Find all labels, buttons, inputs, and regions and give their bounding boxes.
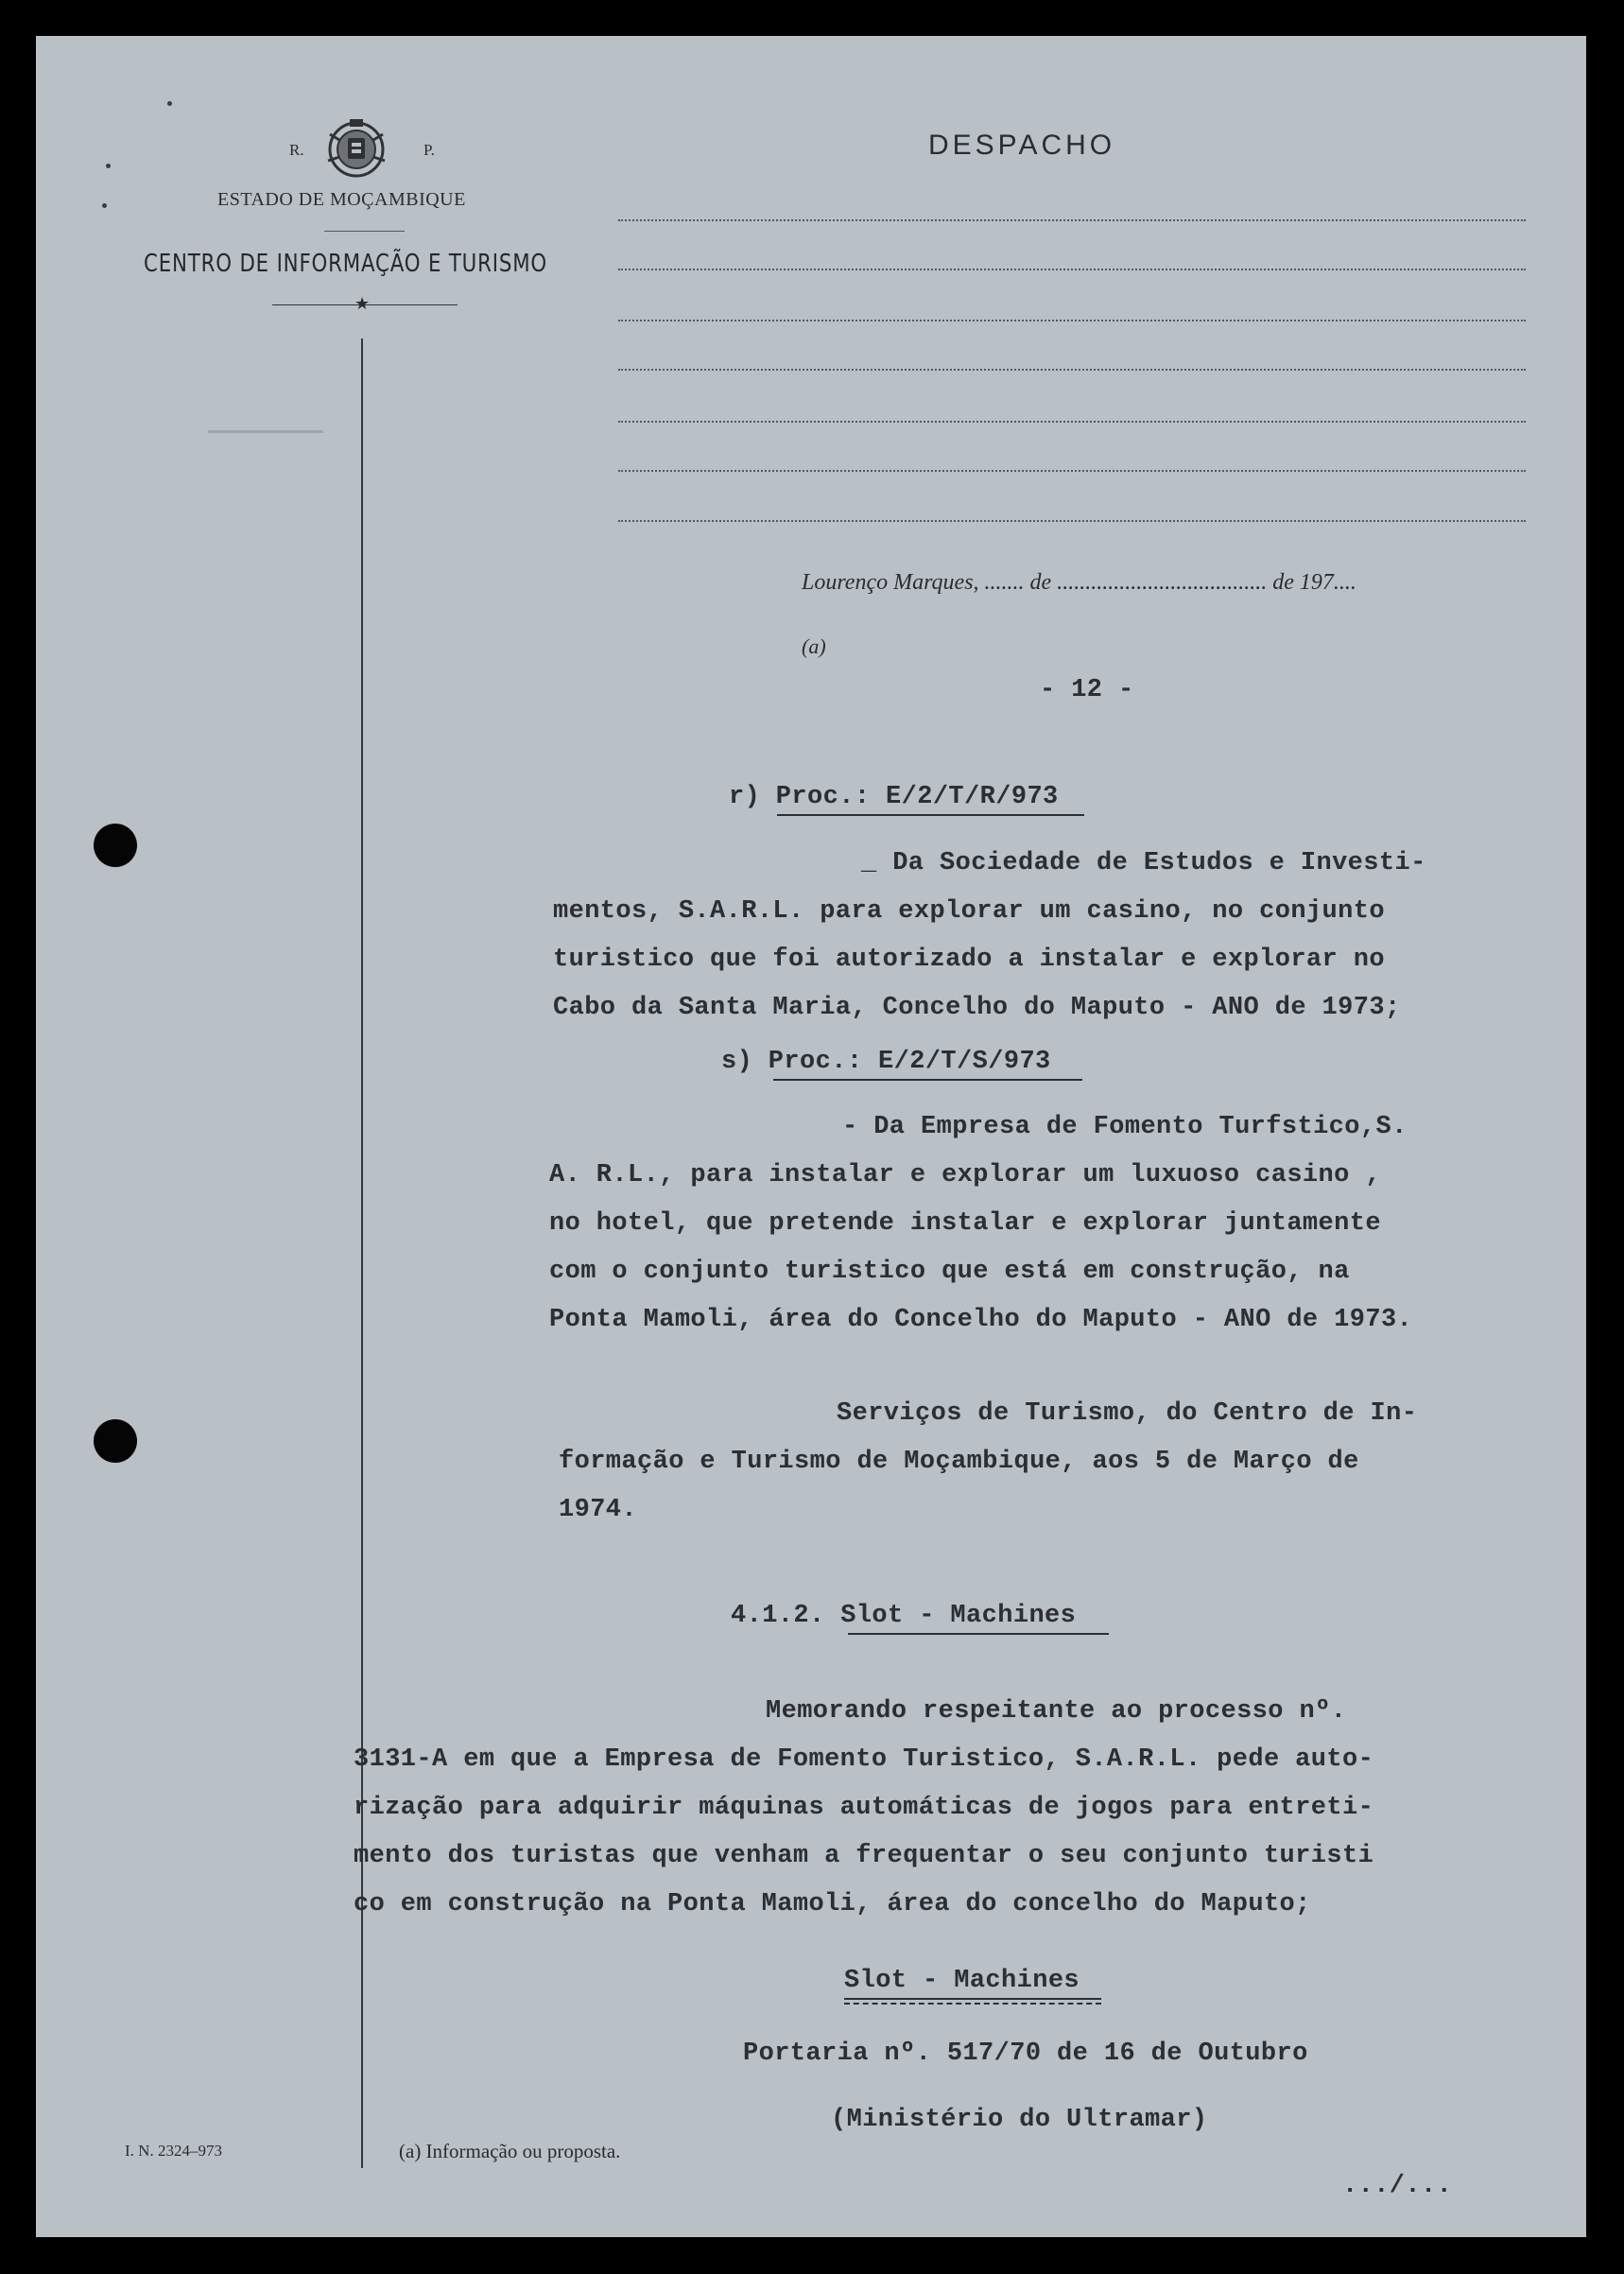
item-r-line: turistico que foi autorizado a instalar e explorar no (553, 946, 1385, 974)
item-r-line: mentos, S.A.R.L. para explorar um casino, no conjunto (553, 897, 1385, 926)
memo-line: co em construção na Ponta Mamoli, área do concelho do Maputo; (354, 1890, 1311, 1918)
divider (324, 231, 405, 232)
dotted-line (618, 269, 1526, 270)
item-s-line: A. R.L., para instalar e explorar um luxuoso casino , (549, 1161, 1381, 1189)
item-s-line: no hotel, que pretende instalar e explorar juntamente (549, 1209, 1381, 1238)
services-line: Serviços de Turismo, do Centro de In- (837, 1399, 1418, 1428)
form-code: I. N. 2324–973 (125, 2142, 222, 2160)
double-underline (844, 2003, 1101, 2005)
subheading: Slot - Machines (844, 1967, 1080, 1995)
coat-of-arms-emblem (319, 117, 394, 182)
state-name: ESTADO DE MOÇAMBIQUE (217, 189, 466, 210)
dotted-line (618, 470, 1526, 472)
continuation-mark: .../... (1342, 2172, 1453, 2200)
dotted-line (618, 520, 1526, 522)
services-line: formação e Turismo de Moçambique, aos 5 de Março de (559, 1448, 1359, 1476)
dotted-line (618, 219, 1526, 221)
item-s-line: Ponta Mamoli, área do Concelho do Maputo - ANO de 1973. (549, 1306, 1413, 1334)
memo-line: mento dos turistas que venham a frequentar o seu conjunto turisti (354, 1842, 1374, 1870)
rp-left: R. (289, 141, 304, 159)
dotted-line (618, 421, 1526, 423)
note-ref: (a) (802, 634, 826, 658)
speck (106, 164, 111, 168)
page-number: - 12 - (1040, 676, 1134, 704)
memo-line: rização para adquirir máquinas automáticas de jogos para entreti- (354, 1794, 1374, 1822)
item-r-line: Cabo da Santa Maria, Concelho do Maputo - ANO de 1973; (553, 994, 1401, 1022)
memo-line: 3131-A em que a Empresa de Fomento Turistico, S.A.R.L. pede auto- (354, 1745, 1374, 1774)
section-heading: 4.1.2. Slot - Machines (731, 1602, 1077, 1630)
item-s-line: com o conjunto turistico que está em construção, na (549, 1258, 1350, 1286)
despacho-title: DESPACHO (928, 130, 1116, 161)
office-name: CENTRO DE INFORMAÇÃO E TURISMO (144, 250, 548, 278)
speck (167, 101, 172, 106)
place-date-line: Lourenço Marques, ....... de ..................................... de 197.... (802, 570, 1356, 595)
portaria-line: Portaria nº. 517/70 de 16 de Outubro (743, 2040, 1308, 2068)
punch-hole-bottom (94, 1419, 137, 1463)
underline (773, 1079, 1082, 1081)
speck (102, 203, 107, 208)
item-r-line: _ Da Sociedade de Estudos e Investi- (861, 849, 1426, 877)
dotted-line (618, 369, 1526, 371)
star-icon: ★ (354, 294, 371, 313)
ministry-line: (Ministério do Ultramar) (831, 2106, 1208, 2134)
item-s-line: - Da Empresa de Fomento Turfstico,S. (842, 1113, 1408, 1141)
underline (844, 1998, 1101, 2000)
services-line: 1974. (559, 1496, 638, 1524)
item-s-label: s) Proc.: E/2/T/S/973 (721, 1048, 1051, 1076)
footnote: (a) Informação ou proposta. (399, 2140, 621, 2162)
rp-right: P. (423, 141, 435, 159)
punch-hole-top (94, 824, 137, 867)
underline (848, 1633, 1109, 1635)
memo-line: Memorando respeitante ao processo nº. (766, 1697, 1347, 1726)
item-r-label: r) Proc.: E/2/T/R/973 (729, 783, 1059, 811)
dotted-line (618, 320, 1526, 321)
faded-mark (208, 430, 323, 433)
underline (777, 814, 1084, 816)
